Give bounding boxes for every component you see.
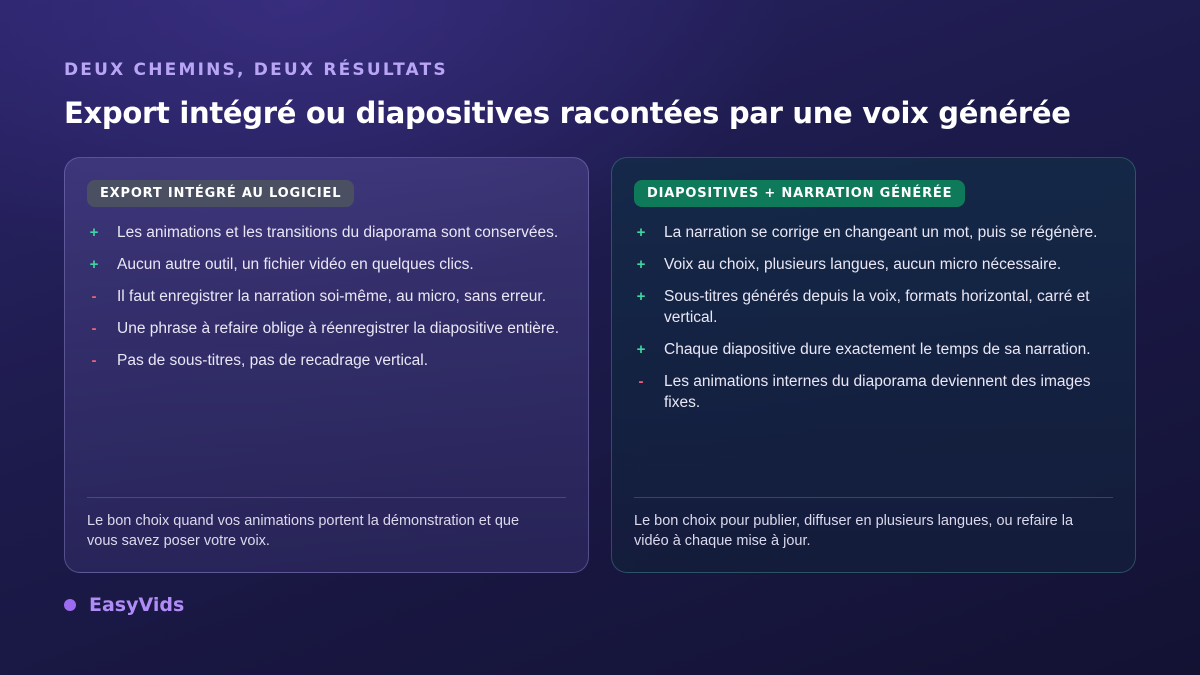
list-item (634, 286, 1113, 328)
minus-icon: - (638, 373, 644, 390)
minus-icon: - (91, 352, 97, 369)
page-title: Export intégré ou diapositives racontées par une voix générée (64, 96, 1071, 130)
card-badge: EXPORT INTÉGRÉ AU LOGICIEL (87, 180, 354, 207)
card-badge: DIAPOSITIVES + NARRATION GÉNÉRÉE (634, 180, 965, 207)
list-item (87, 318, 566, 339)
list-item-text: Il faut enregistrer la narration soi-même, au micro, sans erreur. (117, 288, 547, 305)
list-item-text: Aucun autre outil, un fichier vidéo en quelques clics. (117, 256, 474, 273)
list-item-text: Une phrase à refaire oblige à réenregistrer la diapositive entière. (117, 320, 559, 337)
plus-icon: + (89, 224, 99, 241)
list-item (87, 286, 566, 307)
list-item (634, 371, 1113, 413)
list-item-text: Chaque diapositive dure exactement le temps de sa narration. (664, 341, 1091, 358)
list-item (87, 254, 566, 275)
card-footer-note: Le bon choix pour publier, diffuser en plusieurs langues, ou refaire la vidéo à chaque mise à jour. (634, 513, 1074, 549)
list-item-text: Sous-titres générés depuis la voix, formats horizontal, carré et vertical. (664, 288, 1090, 326)
list-item-text: Les animations internes du diaporama deviennent des images fixes. (664, 373, 1091, 411)
brand-logo (64, 594, 184, 616)
list-item (634, 222, 1113, 243)
pros-cons-list (87, 222, 566, 371)
list-item (634, 254, 1113, 275)
minus-icon: - (91, 320, 97, 337)
minus-icon: - (91, 288, 97, 305)
list-item (634, 339, 1113, 360)
list-item-text: Les animations et les transitions du diaporama sont conservées. (117, 224, 559, 241)
list-item (87, 350, 566, 371)
plus-icon: + (636, 341, 646, 358)
card-integrated-export (64, 157, 589, 573)
plus-icon: + (636, 224, 646, 241)
list-item-text: La narration se corrige en changeant un mot, puis se régénère. (664, 224, 1098, 241)
card-footer-note: Le bon choix quand vos animations portent la démonstration et que vous savez poser votre voix. (87, 513, 520, 549)
plus-icon: + (636, 256, 646, 273)
brand-name: EasyVids (89, 594, 185, 616)
card-divider (634, 497, 1113, 498)
list-item-text: Pas de sous-titres, pas de recadrage vertical. (117, 352, 429, 369)
brand-dot-icon (64, 599, 76, 611)
card-generated-narration (611, 157, 1136, 573)
pros-cons-list (634, 222, 1113, 413)
list-item (87, 222, 566, 243)
eyebrow-label: DEUX CHEMINS, DEUX RÉSULTATS (64, 60, 448, 80)
list-item-text: Voix au choix, plusieurs langues, aucun micro nécessaire. (664, 256, 1062, 273)
plus-icon: + (89, 256, 99, 273)
card-divider (87, 497, 566, 498)
plus-icon: + (636, 288, 646, 305)
